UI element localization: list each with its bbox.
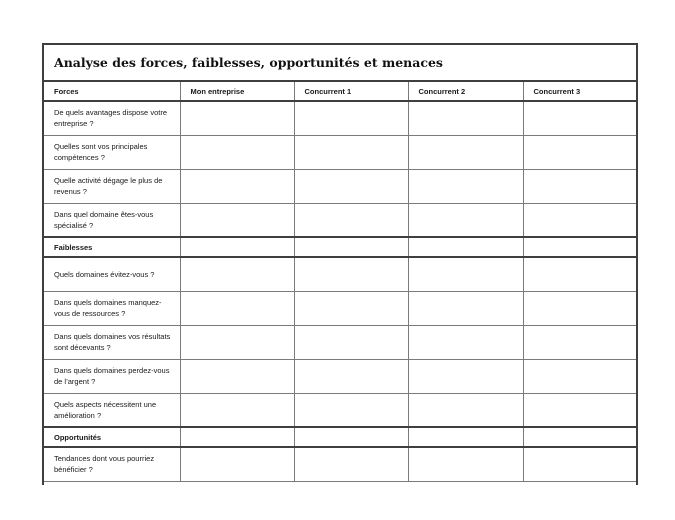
answer-cell[interactable] <box>180 291 294 325</box>
section-row-faiblesses <box>44 237 636 257</box>
answer-cell[interactable] <box>180 203 294 237</box>
answer-cell[interactable] <box>523 257 636 291</box>
answer-cell[interactable] <box>180 427 294 447</box>
question-label: Dans quels domaines vos résultats sont décevants ? <box>44 325 180 359</box>
column-header-mon-entreprise: Mon entreprise <box>180 82 294 101</box>
question-label: Dans quels domaines manquez-vous de ressources ? <box>44 291 180 325</box>
answer-cell[interactable] <box>523 101 636 135</box>
table-row <box>44 325 636 359</box>
answer-cell[interactable] <box>408 325 523 359</box>
column-header-concurrent-3: Concurrent 3 <box>523 82 636 101</box>
answer-cell[interactable] <box>294 237 408 257</box>
answer-cell[interactable] <box>523 325 636 359</box>
answer-cell[interactable] <box>408 169 523 203</box>
table-row <box>44 291 636 325</box>
question-label: De quels avantages dispose votre entreprise ? <box>44 101 180 135</box>
table-row <box>44 169 636 203</box>
column-header-concurrent-2: Concurrent 2 <box>408 82 523 101</box>
answer-cell[interactable] <box>408 237 523 257</box>
answer-cell[interactable] <box>408 203 523 237</box>
answer-cell[interactable] <box>180 359 294 393</box>
table-row <box>44 257 636 291</box>
question-label: Quels domaines évitez-vous ? <box>44 257 180 291</box>
answer-cell[interactable] <box>180 135 294 169</box>
table-row <box>44 393 636 427</box>
answer-cell[interactable] <box>523 291 636 325</box>
question-label: Quels aspects nécessitent une amélioration ? <box>44 393 180 427</box>
answer-cell[interactable] <box>408 427 523 447</box>
answer-cell[interactable] <box>294 447 408 481</box>
answer-cell[interactable] <box>408 135 523 169</box>
swot-table <box>44 82 636 482</box>
answer-cell[interactable] <box>523 203 636 237</box>
question-label: Quelles sont vos principales compétences ? <box>44 135 180 169</box>
answer-cell[interactable] <box>180 237 294 257</box>
column-header-forces: Forces <box>44 82 180 101</box>
answer-cell[interactable] <box>408 101 523 135</box>
answer-cell[interactable] <box>523 169 636 203</box>
answer-cell[interactable] <box>180 257 294 291</box>
answer-cell[interactable] <box>180 325 294 359</box>
answer-cell[interactable] <box>180 169 294 203</box>
page-title: Analyse des forces, faiblesses, opportunités et menaces <box>44 45 636 82</box>
swot-worksheet <box>42 43 638 485</box>
answer-cell[interactable] <box>294 135 408 169</box>
question-label: Dans quel domaine êtes-vous spécialisé ? <box>44 203 180 237</box>
table-row <box>44 359 636 393</box>
answer-cell[interactable] <box>294 325 408 359</box>
answer-cell[interactable] <box>180 393 294 427</box>
question-label: Quelle activité dégage le plus de revenus ? <box>44 169 180 203</box>
answer-cell[interactable] <box>180 447 294 481</box>
answer-cell[interactable] <box>523 135 636 169</box>
answer-cell[interactable] <box>294 359 408 393</box>
section-row-opportunites <box>44 427 636 447</box>
answer-cell[interactable] <box>180 101 294 135</box>
answer-cell[interactable] <box>408 359 523 393</box>
answer-cell[interactable] <box>523 359 636 393</box>
answer-cell[interactable] <box>294 427 408 447</box>
section-label: Opportunités <box>44 427 180 447</box>
answer-cell[interactable] <box>523 427 636 447</box>
section-label: Faiblesses <box>44 237 180 257</box>
answer-cell[interactable] <box>294 101 408 135</box>
question-label: Tendances dont vous pourriez bénéficier ? <box>44 447 180 481</box>
answer-cell[interactable] <box>408 257 523 291</box>
table-header-row <box>44 82 636 101</box>
answer-cell[interactable] <box>523 447 636 481</box>
column-header-concurrent-1: Concurrent 1 <box>294 82 408 101</box>
answer-cell[interactable] <box>408 447 523 481</box>
question-label: Dans quels domaines perdez-vous de l’argent ? <box>44 359 180 393</box>
answer-cell[interactable] <box>294 291 408 325</box>
table-row <box>44 203 636 237</box>
table-row <box>44 447 636 481</box>
table-row <box>44 135 636 169</box>
answer-cell[interactable] <box>294 169 408 203</box>
table-row <box>44 101 636 135</box>
answer-cell[interactable] <box>523 393 636 427</box>
answer-cell[interactable] <box>294 257 408 291</box>
answer-cell[interactable] <box>294 393 408 427</box>
answer-cell[interactable] <box>294 203 408 237</box>
answer-cell[interactable] <box>408 291 523 325</box>
answer-cell[interactable] <box>408 393 523 427</box>
answer-cell[interactable] <box>523 237 636 257</box>
